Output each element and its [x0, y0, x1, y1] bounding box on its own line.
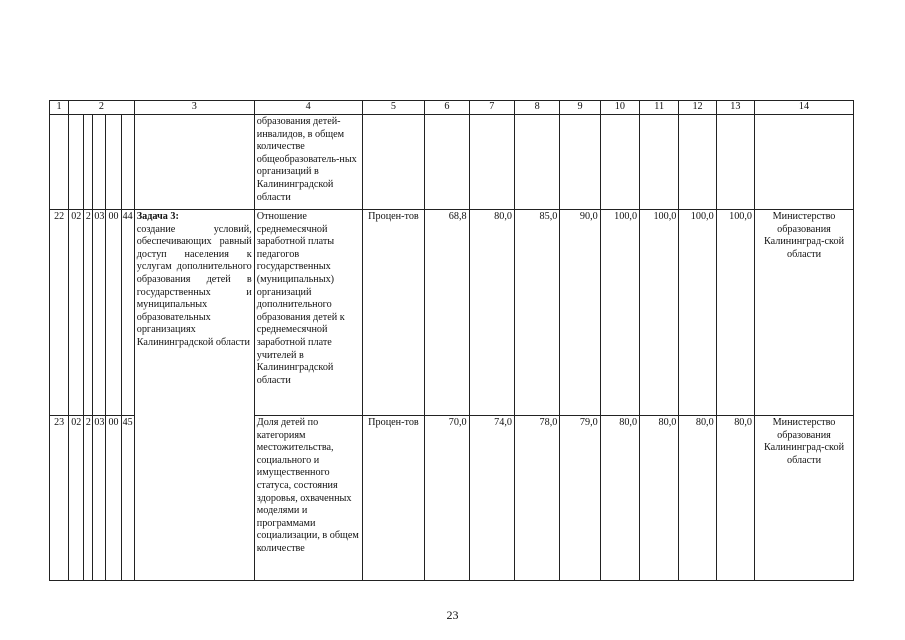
empty-cell — [93, 115, 106, 210]
value-cell: 80,0 — [716, 416, 754, 581]
empty-cell — [640, 115, 679, 210]
code-cell: 00 — [106, 416, 121, 581]
value-cell: 70,0 — [425, 416, 469, 581]
empty-cell — [362, 115, 425, 210]
empty-cell — [679, 115, 716, 210]
value-cell: 85,0 — [514, 210, 559, 416]
empty-cell — [425, 115, 469, 210]
header-col-3: 3 — [134, 101, 254, 115]
row-number: 22 — [50, 210, 69, 416]
value-cell: 100,0 — [716, 210, 754, 416]
value-cell: 74,0 — [469, 416, 514, 581]
task-text: создание условий, обеспечивающих равный доступ населения к услугам дополнительного образования детей в государственных и муниципальных образовательных организациях Калининградской области — [136, 223, 252, 348]
indicator-cell: Доля детей по категориям местожительства, социального и имущественного статуса, состояния здоровья, охваченных моделями и программами социализации, в общем количестве — [254, 416, 362, 581]
table-row-22 — [50, 210, 854, 416]
value-cell: 100,0 — [679, 210, 716, 416]
header-col-8: 8 — [514, 101, 559, 115]
task-cell — [134, 210, 254, 581]
header-col-5: 5 — [362, 101, 425, 115]
empty-cell — [560, 115, 600, 210]
value-cell: 100,0 — [600, 210, 639, 416]
code-cell: 45 — [121, 416, 134, 581]
value-cell: 80,0 — [469, 210, 514, 416]
code-cell: 02 — [69, 210, 84, 416]
value-cell: 80,0 — [600, 416, 639, 581]
task-title: Задача 3: — [136, 211, 179, 222]
empty-cell — [600, 115, 639, 210]
unit-cell: Процен-тов — [362, 210, 425, 416]
value-cell: 68,8 — [425, 210, 469, 416]
empty-cell — [84, 115, 93, 210]
unit-cell: Процен-тов — [362, 416, 425, 581]
value-cell: 90,0 — [560, 210, 600, 416]
value-cell: 80,0 — [679, 416, 716, 581]
header-col-4: 4 — [254, 101, 362, 115]
header-col-7: 7 — [469, 101, 514, 115]
header-col-14: 14 — [755, 101, 854, 115]
header-col-10: 10 — [600, 101, 639, 115]
empty-cell — [69, 115, 84, 210]
header-col-2: 2 — [69, 101, 135, 115]
empty-cell — [106, 115, 121, 210]
page-number: 23 — [446, 608, 459, 622]
empty-cell — [469, 115, 514, 210]
header-col-1: 1 — [50, 101, 69, 115]
indicator-cell: образования детей-инвалидов, в общем количестве общеобразователь-ных организаций в Калининградской области — [254, 115, 362, 210]
value-cell: 79,0 — [560, 416, 600, 581]
code-cell: 03 — [93, 416, 106, 581]
responsible-cell: Министерство образования Калинингрaд-ской области — [755, 210, 854, 416]
code-cell: 00 — [106, 210, 121, 416]
value-cell: 100,0 — [640, 210, 679, 416]
empty-cell — [716, 115, 754, 210]
header-col-9: 9 — [560, 101, 600, 115]
header-col-11: 11 — [640, 101, 679, 115]
table-row-continuation — [50, 115, 854, 210]
header-col-12: 12 — [679, 101, 716, 115]
value-cell: 78,0 — [514, 416, 559, 581]
code-cell: 03 — [93, 210, 106, 416]
empty-cell — [134, 115, 254, 210]
header-col-13: 13 — [716, 101, 754, 115]
code-cell: 2 — [84, 416, 93, 581]
empty-cell — [755, 115, 854, 210]
code-cell: 2 — [84, 210, 93, 416]
row-number: 23 — [50, 416, 69, 581]
indicator-cell: Отношение среднемесячной заработной платы педагогов государственных (муниципальных) организаций дополнительного образования детей к среднемесячной заработной плате учителей в Калининградской области — [254, 210, 362, 416]
empty-cell — [121, 115, 134, 210]
header-col-6: 6 — [425, 101, 469, 115]
empty-cell — [514, 115, 559, 210]
code-cell: 02 — [69, 416, 84, 581]
header-row — [50, 101, 854, 115]
code-cell: 44 — [121, 210, 134, 416]
indicators-table — [49, 100, 854, 581]
responsible-cell: Министерство образования Калинингрaд-ской области — [755, 416, 854, 581]
empty-cell — [50, 115, 69, 210]
value-cell: 80,0 — [640, 416, 679, 581]
